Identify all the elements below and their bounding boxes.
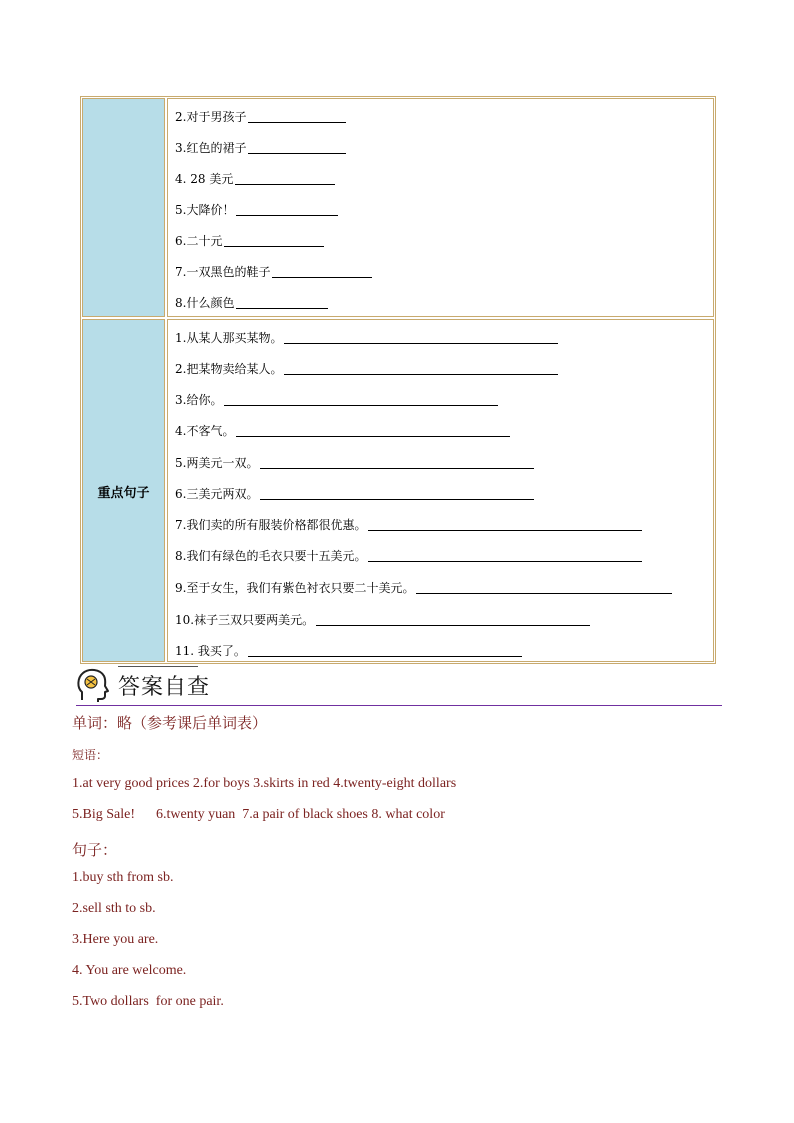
sentence-row: 8.我们有绿色的毛衣只要十五美元。: [175, 543, 642, 563]
answer-blank[interactable]: [416, 581, 672, 594]
answers-sentence: 2.sell sth to sb.: [72, 901, 156, 916]
phrase-row: 8.什么颜色: [175, 290, 328, 310]
header-rule: [76, 705, 722, 706]
sentences-label-cell: [82, 319, 165, 662]
head-thinking-icon: [74, 666, 110, 704]
answer-blank[interactable]: [248, 110, 346, 123]
sentence-row: 11. 我买了。: [175, 638, 522, 658]
answer-blank[interactable]: [368, 518, 642, 531]
sentence-row: 9.至于女生，我们有紫色衬衣只要二十美元。: [175, 575, 672, 595]
answers-sentence: 3.Here you are.: [72, 932, 159, 947]
answer-blank[interactable]: [224, 393, 498, 406]
answer-blank[interactable]: [224, 234, 324, 247]
answers-phrases-label: 短语：: [72, 748, 109, 762]
answer-blank[interactable]: [248, 644, 522, 657]
answer-blank[interactable]: [248, 141, 346, 154]
answer-blank[interactable]: [284, 331, 558, 344]
sentence-row: 1.从某人那买某物。: [175, 325, 558, 345]
phrase-row: 7.一双黑色的鞋子: [175, 259, 372, 279]
sentence-row: 10.袜子三双只要两美元。: [175, 607, 590, 627]
phrase-row: 2.对于男孩子: [175, 104, 346, 124]
section-label: 重点句子: [97, 486, 150, 501]
sentence-row: 5.两美元一双。: [175, 450, 534, 470]
answer-blank[interactable]: [316, 613, 590, 626]
answer-blank[interactable]: [236, 424, 510, 437]
phrases-label-cell: [82, 98, 165, 317]
answer-blank[interactable]: [236, 296, 328, 309]
answer-blank[interactable]: [368, 549, 642, 562]
phrase-row: 4. 28 美元: [175, 166, 335, 186]
answers-sentences-label: 句子：: [72, 841, 118, 859]
answer-blank[interactable]: [260, 456, 534, 469]
answer-blank[interactable]: [236, 203, 338, 216]
sentence-row: 7.我们卖的所有服装价格都很优惠。: [175, 512, 642, 532]
answers-phrases-line: 1.at very good prices 2.for boys 3.skirts in red 4.twenty-eight dollars: [72, 776, 457, 791]
sentence-row: 3.给你。: [175, 387, 498, 407]
answers-sentence: 5.Two dollars for one pair.: [72, 994, 224, 1009]
sentence-row: 2.把某物卖给某人。: [175, 356, 558, 376]
answers-words: 单词：略（参考课后单词表）: [72, 714, 268, 732]
answer-blank[interactable]: [284, 362, 558, 375]
answer-blank[interactable]: [235, 172, 335, 185]
answer-blank[interactable]: [260, 487, 534, 500]
phrase-row: 3.红色的裙子: [175, 135, 346, 155]
sentence-row: 4.不客气。: [175, 418, 510, 438]
answers-title: 答案自查: [118, 675, 211, 700]
header-accent-line: [118, 666, 198, 667]
phrase-row: 6.二十元: [175, 228, 324, 248]
answers-phrases-line: 5.Big Sale! 6.twenty yuan 7.a pair of black shoes 8. what color: [72, 807, 445, 822]
answers-sentence: 1.buy sth from sb.: [72, 870, 174, 885]
sentence-row: 6.三美元两双。: [175, 481, 534, 501]
phrase-row: 5.大降价！: [175, 197, 338, 217]
answer-blank[interactable]: [272, 265, 372, 278]
answers-sentence: 4. You are welcome.: [72, 963, 187, 978]
